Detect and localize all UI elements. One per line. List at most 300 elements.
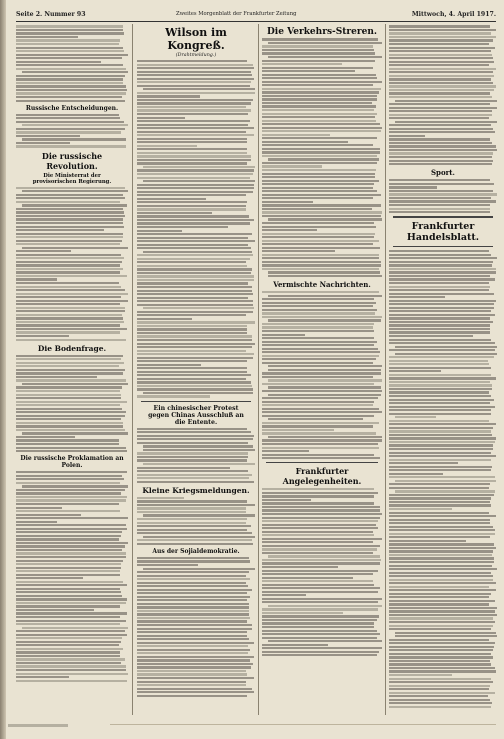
text-line xyxy=(262,443,378,445)
text-line xyxy=(262,422,379,424)
text-line xyxy=(137,219,254,221)
text-line xyxy=(262,372,381,374)
text-line xyxy=(268,379,382,381)
text-line xyxy=(137,335,252,337)
text-line xyxy=(389,444,493,446)
text-line xyxy=(16,268,123,270)
text-line xyxy=(389,268,496,270)
text-line xyxy=(389,360,488,362)
text-line xyxy=(16,365,119,367)
text-line xyxy=(262,330,374,332)
text-line xyxy=(262,77,377,79)
text-line xyxy=(389,128,493,130)
text-line xyxy=(262,116,375,118)
text-line xyxy=(137,395,210,397)
text-line xyxy=(389,75,494,77)
text-line xyxy=(16,278,57,280)
text-line xyxy=(389,321,493,323)
text-line xyxy=(262,534,374,536)
text-line xyxy=(137,613,249,615)
text-line xyxy=(16,145,126,147)
text-line xyxy=(16,75,125,77)
text-line xyxy=(262,247,380,249)
section-divider xyxy=(393,216,493,218)
text-line xyxy=(262,344,374,346)
text-line xyxy=(16,528,127,530)
text-line xyxy=(389,384,492,386)
text-line xyxy=(137,102,251,104)
text-line xyxy=(137,364,201,366)
text-line xyxy=(262,222,374,224)
text-line xyxy=(262,337,374,339)
text-line xyxy=(389,367,491,369)
column-rule xyxy=(258,24,259,715)
text-line xyxy=(143,449,255,451)
text-line xyxy=(262,102,372,104)
text-line xyxy=(268,295,382,297)
text-line xyxy=(137,518,247,520)
text-line xyxy=(16,372,123,374)
text-line xyxy=(389,579,493,581)
text-line xyxy=(389,437,496,439)
text-line xyxy=(268,394,381,396)
text-line xyxy=(389,420,489,422)
text-line xyxy=(137,265,247,267)
text-line xyxy=(389,656,493,658)
text-line xyxy=(16,25,123,27)
text-line xyxy=(22,485,128,487)
text-line xyxy=(262,236,374,238)
text-line xyxy=(389,448,493,450)
text-line xyxy=(389,409,491,411)
text-line xyxy=(389,639,489,641)
text-line xyxy=(16,623,120,625)
text-line xyxy=(389,685,490,687)
text-line xyxy=(137,617,250,619)
text-line xyxy=(16,117,120,119)
text-line xyxy=(137,575,246,577)
text-line xyxy=(389,25,490,27)
text-line xyxy=(262,74,376,76)
text-line xyxy=(137,300,253,302)
text-line xyxy=(389,593,491,595)
text-line xyxy=(137,346,252,348)
text-line xyxy=(137,442,248,444)
text-line xyxy=(137,371,247,373)
text-line xyxy=(22,204,127,206)
section-heading: Die Bodenfrage. xyxy=(37,343,107,353)
text-line xyxy=(389,183,494,185)
text-line xyxy=(389,572,491,574)
text-line xyxy=(262,633,380,635)
text-line xyxy=(16,296,121,298)
text-line xyxy=(389,286,490,288)
text-line xyxy=(137,428,247,430)
text-line xyxy=(268,436,382,438)
text-line xyxy=(22,627,128,629)
text-line xyxy=(16,411,126,413)
text-line xyxy=(16,648,123,650)
text-line xyxy=(16,447,126,449)
text-line xyxy=(16,335,69,337)
text-line xyxy=(262,233,375,235)
text-line xyxy=(389,526,493,528)
text-line xyxy=(262,541,373,543)
text-line xyxy=(262,264,381,266)
text-line xyxy=(389,681,493,683)
text-line xyxy=(16,187,125,189)
text-line xyxy=(262,45,373,47)
text-line xyxy=(137,279,254,281)
text-line xyxy=(262,183,374,185)
text-line xyxy=(137,268,252,270)
text-line xyxy=(389,282,489,284)
text-line xyxy=(16,641,121,643)
date-label: Mittwoch, 4. April 1917. xyxy=(411,11,496,18)
text-line xyxy=(389,441,495,443)
text-line xyxy=(389,135,425,137)
text-line xyxy=(262,401,374,403)
text-line xyxy=(268,386,381,388)
text-line xyxy=(389,565,492,567)
text-line xyxy=(137,688,252,690)
text-line xyxy=(137,467,230,469)
text-line xyxy=(262,524,376,526)
text-line xyxy=(16,397,121,399)
text-line xyxy=(16,429,125,431)
text-line xyxy=(16,303,120,305)
text-line xyxy=(143,536,255,538)
text-line xyxy=(262,622,374,624)
text-line xyxy=(389,356,494,358)
text-line xyxy=(16,100,125,102)
text-line xyxy=(389,300,496,302)
text-line xyxy=(137,606,249,608)
text-line xyxy=(262,250,335,252)
text-line xyxy=(137,532,252,534)
text-line xyxy=(16,331,120,333)
text-line xyxy=(389,179,490,181)
footer-margin xyxy=(8,723,118,733)
text-line xyxy=(16,616,120,618)
text-line xyxy=(389,476,495,478)
text-line xyxy=(137,131,246,133)
text-line xyxy=(16,418,121,420)
text-line xyxy=(262,577,353,579)
article-title: Wilson im Kongreß. xyxy=(165,26,227,52)
text-line xyxy=(262,619,377,621)
text-line xyxy=(16,581,123,583)
text-line xyxy=(389,96,492,98)
text-line xyxy=(389,331,490,333)
column-2 xyxy=(137,24,255,715)
text-line xyxy=(137,360,247,362)
text-line xyxy=(22,383,128,385)
text-line xyxy=(262,520,378,522)
text-line xyxy=(137,127,254,129)
text-line xyxy=(137,92,255,94)
text-line xyxy=(262,651,379,653)
text-line xyxy=(137,113,248,115)
text-line xyxy=(268,365,382,367)
text-line xyxy=(16,538,119,540)
text-line xyxy=(262,134,330,136)
text-block xyxy=(262,38,382,277)
text-line xyxy=(137,343,255,345)
text-line xyxy=(143,568,255,570)
text-line xyxy=(262,67,373,69)
text-line xyxy=(16,545,125,547)
text-line xyxy=(137,684,246,686)
text-line xyxy=(16,317,123,319)
text-line xyxy=(268,319,381,321)
text-line xyxy=(389,540,466,542)
text-line xyxy=(389,649,493,651)
text-line xyxy=(143,463,255,465)
text-line xyxy=(262,527,378,529)
text-line xyxy=(137,261,246,263)
text-line xyxy=(16,542,128,544)
text-line xyxy=(16,415,125,417)
text-line xyxy=(137,124,248,126)
text-line xyxy=(262,425,373,427)
text-line xyxy=(262,120,376,122)
text-line xyxy=(262,630,377,632)
text-line xyxy=(262,52,375,54)
text-line xyxy=(16,201,120,203)
text-line xyxy=(137,282,248,284)
text-block xyxy=(389,250,497,708)
text-line xyxy=(262,457,380,459)
text-line xyxy=(389,163,492,165)
text-line xyxy=(389,278,495,280)
text-line xyxy=(268,42,382,44)
text-line xyxy=(137,599,247,601)
text-line xyxy=(262,429,334,431)
text-line xyxy=(262,637,377,639)
section-divider xyxy=(393,246,493,247)
text-line xyxy=(389,406,495,408)
text-line xyxy=(16,482,120,484)
text-line xyxy=(137,557,249,559)
section-heading: Die russische Proklamation an Polen. xyxy=(20,455,124,470)
text-line xyxy=(137,106,246,108)
text-line xyxy=(16,307,125,309)
text-line xyxy=(262,63,342,65)
text-line xyxy=(137,585,248,587)
text-line xyxy=(16,293,128,295)
text-line xyxy=(268,605,382,607)
text-line xyxy=(389,156,492,158)
text-line xyxy=(262,204,381,206)
text-line xyxy=(16,676,69,678)
text-line xyxy=(137,64,253,66)
text-line xyxy=(16,492,121,494)
text-line xyxy=(262,95,377,97)
text-line xyxy=(16,503,119,505)
text-line xyxy=(137,169,254,171)
text-line xyxy=(389,264,492,266)
text-line xyxy=(389,663,491,665)
text-line xyxy=(268,418,363,420)
text-line xyxy=(137,504,255,506)
text-line xyxy=(16,50,124,52)
text-line xyxy=(262,226,376,228)
text-line xyxy=(389,324,490,326)
text-line xyxy=(16,394,121,396)
text-line xyxy=(389,413,491,415)
text-line xyxy=(143,392,253,394)
text-line xyxy=(16,257,124,259)
text-line xyxy=(268,158,379,160)
text-line xyxy=(262,49,374,51)
text-line xyxy=(389,296,445,298)
text-line xyxy=(137,677,254,679)
text-line xyxy=(262,598,382,600)
text-line xyxy=(262,362,373,364)
text-line xyxy=(262,404,373,406)
text-line xyxy=(16,121,124,123)
text-line xyxy=(389,131,495,133)
text-line xyxy=(262,647,382,649)
text-line xyxy=(16,556,126,558)
text-line xyxy=(389,124,491,126)
text-line xyxy=(389,32,491,34)
text-line xyxy=(262,513,382,515)
text-line xyxy=(16,422,123,424)
text-line xyxy=(137,226,228,228)
section-heading: Kleine Kriegsmeldungen. xyxy=(142,485,250,495)
text-block xyxy=(137,497,255,545)
text-line xyxy=(16,208,123,210)
text-line xyxy=(137,474,252,476)
text-line xyxy=(262,531,373,533)
text-line xyxy=(16,254,121,256)
text-line xyxy=(137,628,252,630)
text-line xyxy=(389,149,497,151)
text-line xyxy=(389,78,491,80)
text-line xyxy=(262,70,355,72)
text-line xyxy=(262,587,380,589)
text-line xyxy=(137,258,250,260)
text-line xyxy=(16,215,125,217)
section-divider xyxy=(266,462,378,463)
text-line xyxy=(262,548,377,550)
text-line xyxy=(137,85,250,87)
text-line xyxy=(262,566,338,568)
text-line xyxy=(389,434,492,436)
text-line xyxy=(16,517,128,519)
text-line xyxy=(389,193,497,195)
text-line xyxy=(16,369,125,371)
column-4 xyxy=(389,24,497,715)
text-line xyxy=(137,145,197,147)
text-line xyxy=(389,68,496,70)
text-line xyxy=(16,535,121,537)
text-line xyxy=(262,312,375,314)
text-line xyxy=(16,282,119,284)
text-line xyxy=(16,355,123,357)
text-line xyxy=(137,67,254,69)
text-line xyxy=(262,141,348,143)
section-title: Frankfurter Handelsblatt. xyxy=(406,221,480,244)
text-line xyxy=(16,673,128,675)
text-line xyxy=(389,257,497,259)
text-line xyxy=(389,586,489,588)
text-line xyxy=(395,480,496,482)
text-line xyxy=(137,339,252,341)
text-line xyxy=(137,350,246,352)
text-line xyxy=(262,351,380,353)
text-line xyxy=(268,218,382,220)
text-line xyxy=(137,539,252,541)
text-line xyxy=(137,159,251,161)
text-line xyxy=(262,169,376,171)
text-line xyxy=(16,620,126,622)
text-line xyxy=(262,194,381,196)
text-line xyxy=(137,148,247,150)
text-line xyxy=(16,478,124,480)
text-line xyxy=(16,43,119,45)
column-3 xyxy=(262,24,382,715)
text-line xyxy=(389,29,496,31)
text-line xyxy=(262,341,377,343)
text-line xyxy=(395,632,496,634)
text-line xyxy=(137,134,254,136)
text-line xyxy=(389,519,490,521)
text-line xyxy=(16,489,125,491)
text-line xyxy=(16,362,124,364)
text-line xyxy=(137,177,250,179)
text-line xyxy=(16,574,120,576)
text-line xyxy=(389,342,495,344)
text-line xyxy=(16,531,122,533)
section-heading: Frankfurter Angelegenheiten. xyxy=(282,466,362,487)
text-line xyxy=(389,692,495,694)
text-line xyxy=(262,113,377,115)
text-line xyxy=(16,376,97,378)
text-line xyxy=(389,646,494,648)
text-line xyxy=(137,470,248,472)
text-line xyxy=(262,509,380,511)
text-line xyxy=(16,425,123,427)
text-line xyxy=(262,506,380,508)
text-line xyxy=(143,307,254,309)
text-line xyxy=(137,564,198,566)
text-line xyxy=(389,310,491,312)
text-line xyxy=(16,379,126,381)
text-line xyxy=(16,404,120,406)
text-line xyxy=(137,560,250,562)
text-line xyxy=(143,445,253,447)
section-heading: Vermischte Nachrichten. xyxy=(273,280,371,290)
text-block xyxy=(16,471,128,682)
text-line xyxy=(262,376,373,378)
text-line xyxy=(16,471,127,473)
text-line xyxy=(16,630,125,632)
text-line xyxy=(16,236,123,238)
text-line xyxy=(389,374,491,376)
text-line xyxy=(137,507,246,509)
text-line xyxy=(262,499,311,501)
text-line xyxy=(16,510,120,512)
text-line xyxy=(389,603,489,605)
text-line xyxy=(16,142,70,144)
text-line xyxy=(389,653,491,655)
text-line xyxy=(137,481,254,483)
text-line xyxy=(16,602,126,604)
text-line xyxy=(22,71,128,73)
